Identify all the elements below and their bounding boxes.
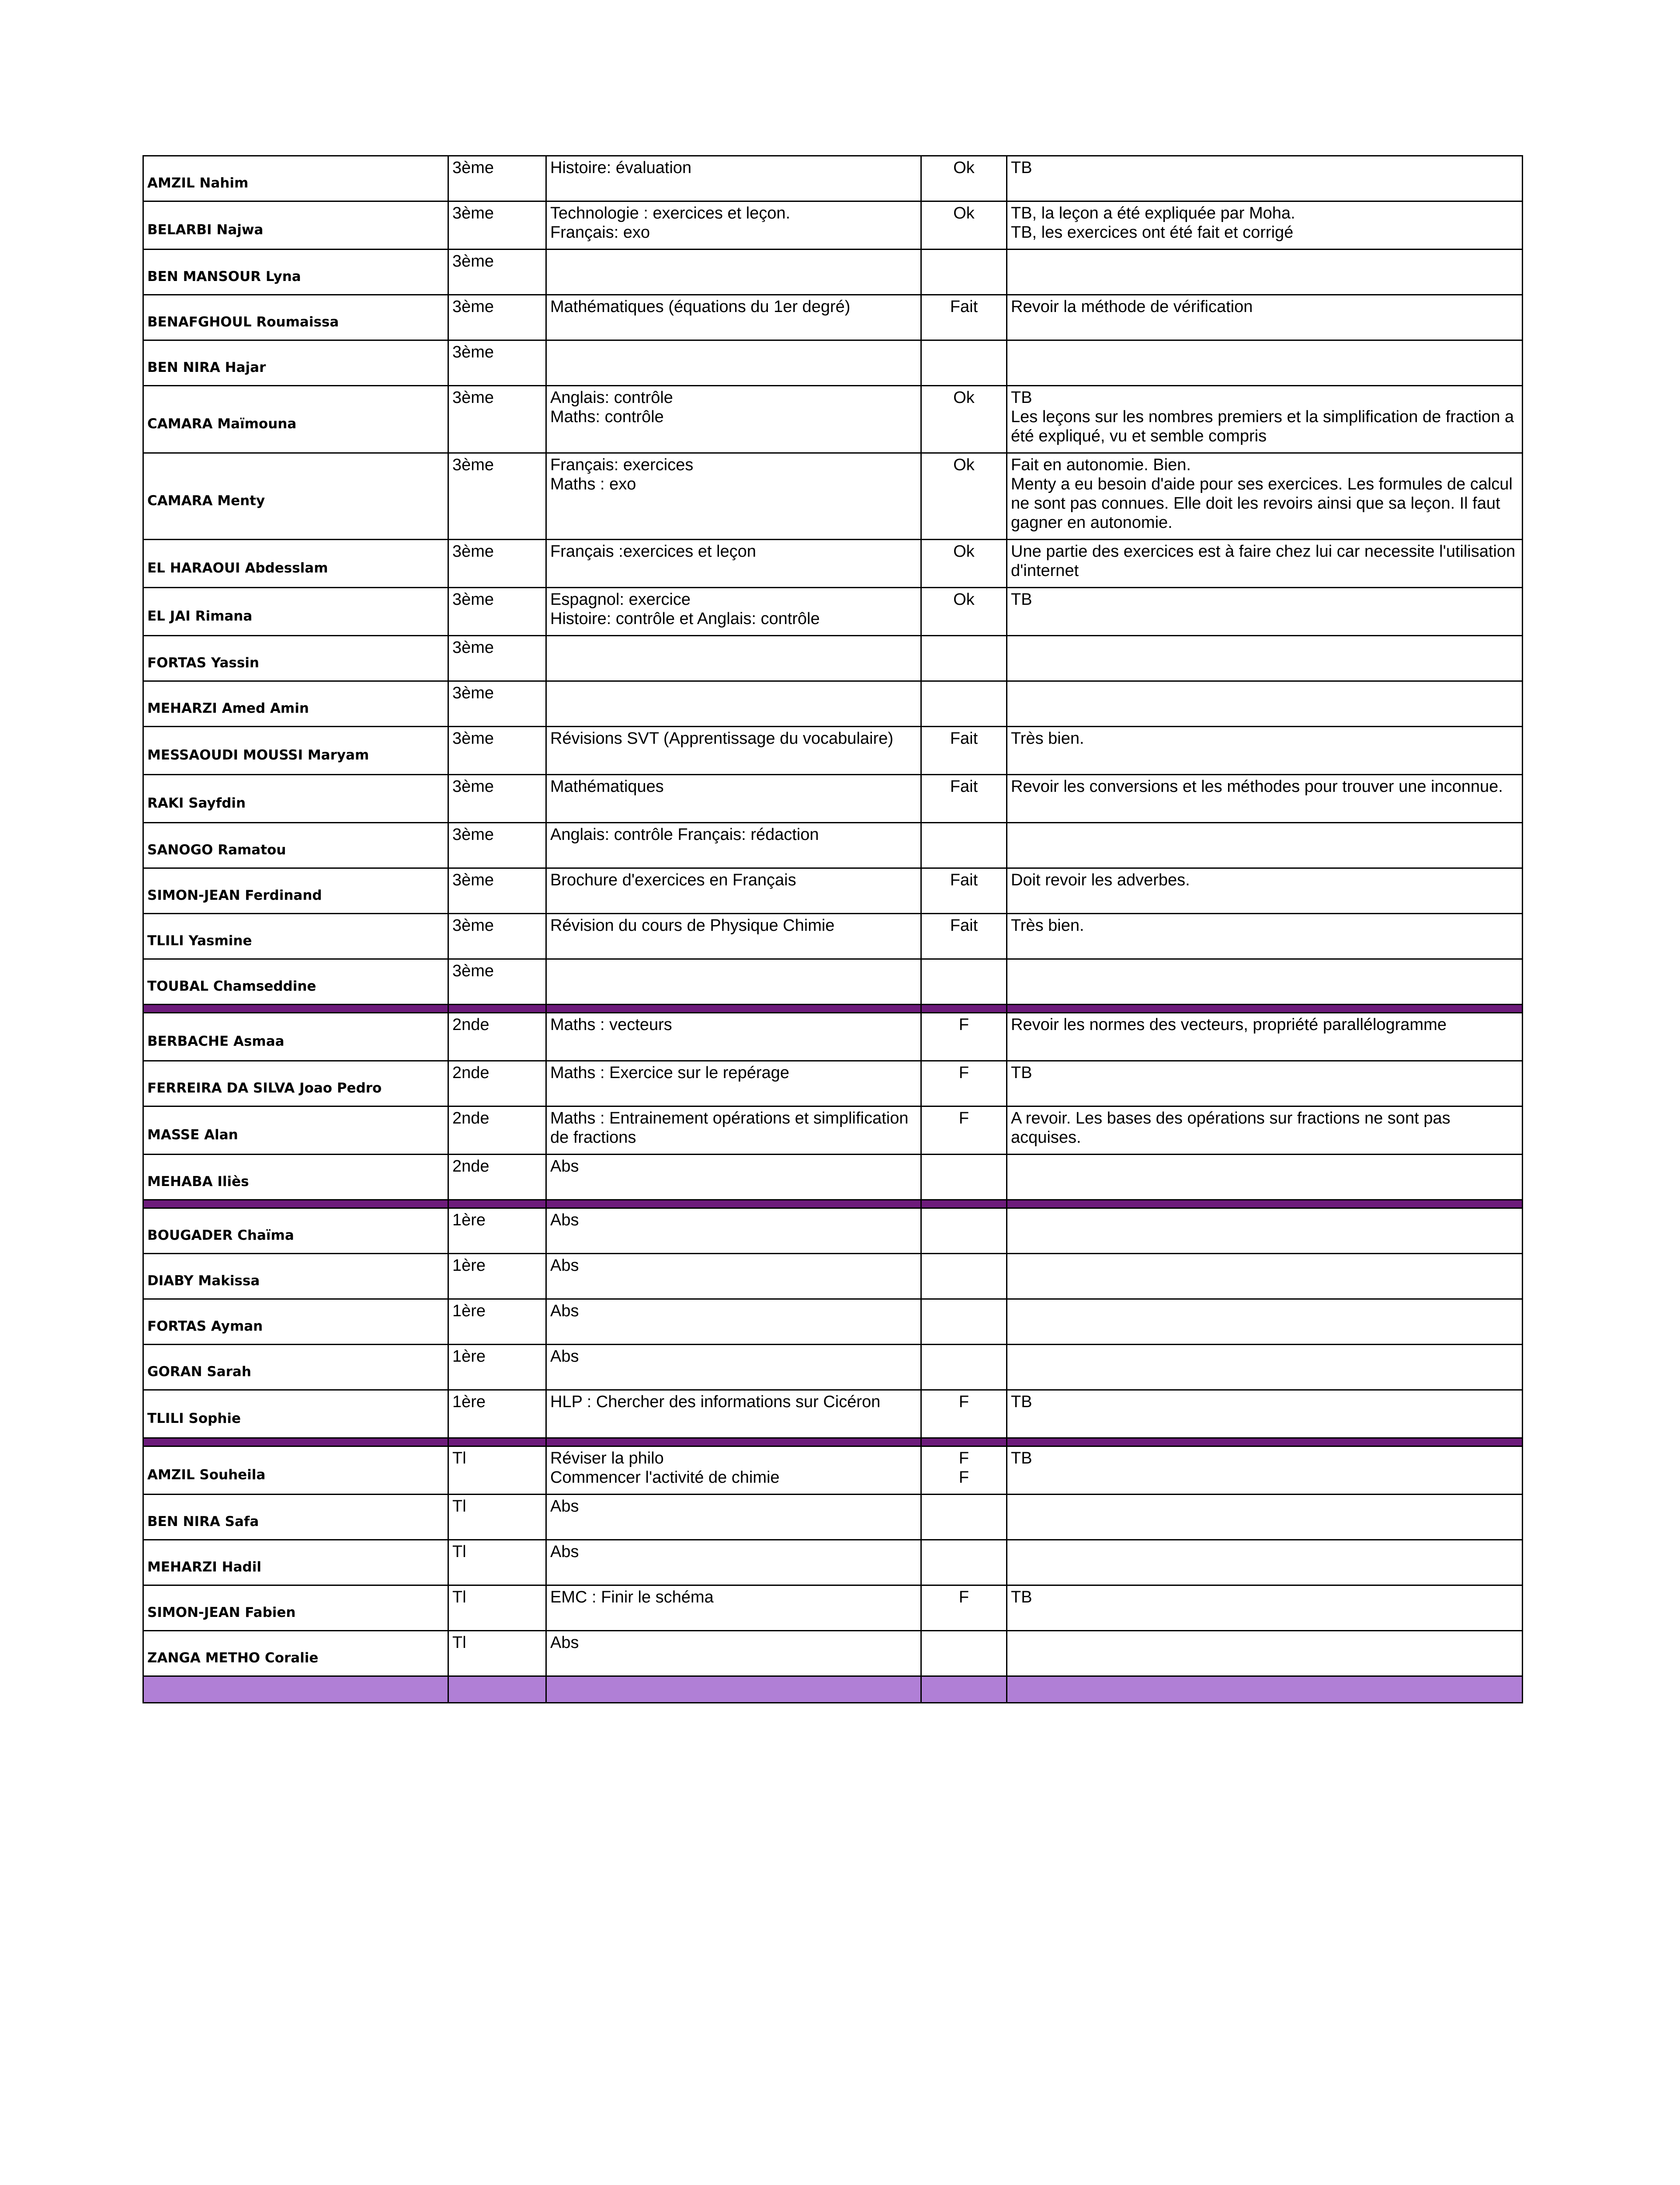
class-level-cell: Tl <box>448 1446 546 1495</box>
status-cell <box>921 1155 1007 1200</box>
work-done-cell: Histoire: évaluation <box>546 156 921 201</box>
comment-cell: Très bien. <box>1007 914 1523 959</box>
status-cell: F <box>921 1390 1007 1438</box>
work-done-cell: Anglais: contrôle Français: rédaction <box>546 823 921 868</box>
section-divider <box>143 1005 1523 1013</box>
table-row <box>143 1345 1523 1390</box>
divider-cell <box>546 1200 921 1208</box>
divider-cell <box>921 1005 1007 1013</box>
class-level-cell: 3ème <box>448 775 546 823</box>
work-done-cell: Maths : vecteurs <box>546 1013 921 1061</box>
status-cell <box>921 681 1007 727</box>
table-row <box>143 1540 1523 1585</box>
student-name-cell: MEHARZI Hadil <box>143 1540 448 1585</box>
comment-cell: TB <box>1007 156 1523 201</box>
divider-cell <box>1007 1438 1523 1446</box>
divider-cell <box>143 1005 448 1013</box>
comment-cell <box>1007 1254 1523 1299</box>
comment-cell <box>1007 959 1523 1005</box>
work-done-cell: Brochure d'exercices en Français <box>546 868 921 914</box>
table-row <box>143 823 1523 868</box>
class-level-cell: 2nde <box>448 1013 546 1061</box>
status-cell <box>921 340 1007 386</box>
table-row <box>143 681 1523 727</box>
student-name-cell: SANOGO Ramatou <box>143 823 448 868</box>
student-name-cell: ZANGA METHO Coralie <box>143 1631 448 1676</box>
comment-cell <box>1007 681 1523 727</box>
student-name-cell: GORAN Sarah <box>143 1345 448 1390</box>
status-cell: F <box>921 1061 1007 1106</box>
class-level-cell: 3ème <box>448 201 546 250</box>
table-row <box>143 453 1523 540</box>
status-cell: Ok <box>921 540 1007 588</box>
comment-cell <box>1007 250 1523 295</box>
table-row <box>143 1390 1523 1438</box>
table-row <box>143 250 1523 295</box>
student-name-cell: DIABY Makissa <box>143 1254 448 1299</box>
student-name-cell: TOUBAL Chamseddine <box>143 959 448 1005</box>
work-done-cell: Anglais: contrôle Maths: contrôle <box>546 386 921 453</box>
table-row <box>143 1208 1523 1254</box>
student-name-cell: RAKI Sayfdin <box>143 775 448 823</box>
work-done-cell: Abs <box>546 1495 921 1540</box>
comment-cell: Revoir les conversions et les méthodes pour trouver une inconnue. <box>1007 775 1523 823</box>
student-name-cell: AMZIL Souheila <box>143 1446 448 1495</box>
table-row <box>143 1299 1523 1345</box>
table-row <box>143 1061 1523 1106</box>
class-level-cell: 1ère <box>448 1208 546 1254</box>
work-done-cell <box>546 250 921 295</box>
divider-cell <box>448 1676 546 1703</box>
divider-cell <box>448 1438 546 1446</box>
status-cell <box>921 1495 1007 1540</box>
student-name-cell: BEN NIRA Hajar <box>143 340 448 386</box>
work-done-cell <box>546 959 921 1005</box>
divider-cell <box>921 1676 1007 1703</box>
student-name-cell: TLILI Sophie <box>143 1390 448 1438</box>
work-done-cell: Maths : Entrainement opérations et simplification de fractions <box>546 1106 921 1155</box>
work-done-cell: Réviser la philo Commencer l'activité de chimie <box>546 1446 921 1495</box>
divider-cell <box>448 1005 546 1013</box>
comment-cell: Doit revoir les adverbes. <box>1007 868 1523 914</box>
student-name-cell: BEN NIRA Safa <box>143 1495 448 1540</box>
class-level-cell: 3ème <box>448 295 546 340</box>
class-level-cell: 3ème <box>448 588 546 636</box>
divider-cell <box>1007 1005 1523 1013</box>
status-cell: F <box>921 1585 1007 1631</box>
work-done-cell: Espagnol: exercice Histoire: contrôle et Anglais: contrôle <box>546 588 921 636</box>
section-divider <box>143 1200 1523 1208</box>
status-cell: Ok <box>921 453 1007 540</box>
student-name-cell: MESSAOUDI MOUSSI Maryam <box>143 727 448 775</box>
class-level-cell: 3ème <box>448 681 546 727</box>
table-row <box>143 201 1523 250</box>
status-cell: F <box>921 1106 1007 1155</box>
divider-cell <box>546 1005 921 1013</box>
student-name-cell: MASSE Alan <box>143 1106 448 1155</box>
status-cell: Ok <box>921 386 1007 453</box>
comment-cell: TB, la leçon a été expliquée par Moha. TB, les exercices ont été fait et corrigé <box>1007 201 1523 250</box>
comment-cell <box>1007 1345 1523 1390</box>
table-row <box>143 1254 1523 1299</box>
status-cell: Fait <box>921 914 1007 959</box>
comment-cell <box>1007 1299 1523 1345</box>
table-row <box>143 295 1523 340</box>
work-done-cell: Maths : Exercice sur le repérage <box>546 1061 921 1106</box>
table-row <box>143 775 1523 823</box>
student-name-cell: SIMON-JEAN Fabien <box>143 1585 448 1631</box>
class-level-cell: 1ère <box>448 1390 546 1438</box>
class-level-cell: 1ère <box>448 1299 546 1345</box>
table-footer-band <box>143 1676 1523 1703</box>
comment-cell <box>1007 1208 1523 1254</box>
divider-cell <box>448 1200 546 1208</box>
status-cell <box>921 1540 1007 1585</box>
status-cell: Fait <box>921 775 1007 823</box>
class-level-cell: 2nde <box>448 1061 546 1106</box>
work-done-cell: Abs <box>546 1631 921 1676</box>
student-name-cell: SIMON-JEAN Ferdinand <box>143 868 448 914</box>
comment-cell: TB <box>1007 1585 1523 1631</box>
table-row <box>143 868 1523 914</box>
status-cell: Fait <box>921 295 1007 340</box>
table-row <box>143 1585 1523 1631</box>
student-name-cell: AMZIL Nahim <box>143 156 448 201</box>
status-cell <box>921 823 1007 868</box>
comment-cell: TB Les leçons sur les nombres premiers et la simplification de fraction a été expliqué, vu et semble compris <box>1007 386 1523 453</box>
class-level-cell: Tl <box>448 1585 546 1631</box>
divider-cell <box>143 1676 448 1703</box>
status-cell <box>921 1631 1007 1676</box>
student-name-cell: CAMARA Menty <box>143 453 448 540</box>
class-level-cell: 3ème <box>448 386 546 453</box>
divider-cell <box>143 1438 448 1446</box>
class-level-cell: 2nde <box>448 1106 546 1155</box>
comment-cell <box>1007 823 1523 868</box>
student-name-cell: BELARBI Najwa <box>143 201 448 250</box>
status-cell <box>921 1208 1007 1254</box>
student-name-cell: BERBACHE Asmaa <box>143 1013 448 1061</box>
divider-cell <box>921 1200 1007 1208</box>
table-row <box>143 1446 1523 1495</box>
work-done-cell: Abs <box>546 1540 921 1585</box>
divider-cell <box>546 1438 921 1446</box>
comment-cell <box>1007 340 1523 386</box>
class-level-cell: 3ème <box>448 959 546 1005</box>
status-cell: Ok <box>921 588 1007 636</box>
work-done-cell: Français :exercices et leçon <box>546 540 921 588</box>
table-row <box>143 1106 1523 1155</box>
work-done-cell: Abs <box>546 1155 921 1200</box>
comment-cell: Très bien. <box>1007 727 1523 775</box>
class-level-cell: 1ère <box>448 1345 546 1390</box>
class-level-cell: Tl <box>448 1631 546 1676</box>
work-done-cell: Mathématiques <box>546 775 921 823</box>
work-done-cell: Français: exercices Maths : exo <box>546 453 921 540</box>
student-name-cell: FERREIRA DA SILVA Joao Pedro <box>143 1061 448 1106</box>
status-cell <box>921 1254 1007 1299</box>
status-cell: F <box>921 1013 1007 1061</box>
student-name-cell: FORTAS Yassin <box>143 636 448 681</box>
status-cell <box>921 636 1007 681</box>
class-level-cell: 3ème <box>448 636 546 681</box>
class-level-cell: Tl <box>448 1540 546 1585</box>
status-cell <box>921 959 1007 1005</box>
status-cell: Fait <box>921 727 1007 775</box>
class-level-cell: 3ème <box>448 453 546 540</box>
work-done-cell <box>546 636 921 681</box>
work-done-cell <box>546 340 921 386</box>
table-row <box>143 1155 1523 1200</box>
table-row <box>143 914 1523 959</box>
table-row <box>143 1013 1523 1061</box>
comment-cell: TB <box>1007 588 1523 636</box>
class-level-cell: 3ème <box>448 250 546 295</box>
comment-cell: Revoir les normes des vecteurs, propriété parallélogramme <box>1007 1013 1523 1061</box>
table-row <box>143 156 1523 201</box>
work-done-cell: Révisions SVT (Apprentissage du vocabulaire) <box>546 727 921 775</box>
work-done-cell: Abs <box>546 1208 921 1254</box>
student-name-cell: MEHARZI Amed Amin <box>143 681 448 727</box>
divider-cell <box>1007 1200 1523 1208</box>
comment-cell: TB <box>1007 1446 1523 1495</box>
comment-cell: TB <box>1007 1390 1523 1438</box>
comment-cell <box>1007 636 1523 681</box>
class-level-cell: 3ème <box>448 727 546 775</box>
table-row <box>143 636 1523 681</box>
comment-cell: Revoir la méthode de vérification <box>1007 295 1523 340</box>
table-row <box>143 386 1523 453</box>
student-name-cell: CAMARA Maïmouna <box>143 386 448 453</box>
comment-cell <box>1007 1631 1523 1676</box>
divider-cell <box>1007 1676 1523 1703</box>
divider-cell <box>921 1438 1007 1446</box>
status-cell: Ok <box>921 201 1007 250</box>
table-row <box>143 1495 1523 1540</box>
status-cell: Fait <box>921 868 1007 914</box>
work-done-cell: Abs <box>546 1254 921 1299</box>
status-cell: Ok <box>921 156 1007 201</box>
status-cell <box>921 250 1007 295</box>
work-done-cell: Mathématiques (équations du 1er degré) <box>546 295 921 340</box>
work-done-cell: Technologie : exercices et leçon. Français: exo <box>546 201 921 250</box>
work-done-cell <box>546 681 921 727</box>
work-done-cell: Abs <box>546 1345 921 1390</box>
class-level-cell: 3ème <box>448 340 546 386</box>
class-level-cell: 3ème <box>448 823 546 868</box>
status-cell <box>921 1299 1007 1345</box>
work-done-cell: Abs <box>546 1299 921 1345</box>
status-cell: F F <box>921 1446 1007 1495</box>
work-done-cell: Révision du cours de Physique Chimie <box>546 914 921 959</box>
divider-cell <box>143 1200 448 1208</box>
class-level-cell: 3ème <box>448 540 546 588</box>
class-level-cell: Tl <box>448 1495 546 1540</box>
comment-cell: TB <box>1007 1061 1523 1106</box>
work-done-cell: EMC : Finir le schéma <box>546 1585 921 1631</box>
comment-cell <box>1007 1495 1523 1540</box>
student-followup-table <box>142 155 1523 1703</box>
class-level-cell: 3ème <box>448 914 546 959</box>
class-level-cell: 3ème <box>448 156 546 201</box>
comment-cell: Fait en autonomie. Bien. Menty a eu besoin d'aide pour ses exercices. Les formules de calcul ne sont pas connues. Elle doit les revoirs ainsi que sa leçon. Il faut gagner en autonomie. <box>1007 453 1523 540</box>
student-name-cell: TLILI Yasmine <box>143 914 448 959</box>
student-name-cell: FORTAS Ayman <box>143 1299 448 1345</box>
class-level-cell: 1ère <box>448 1254 546 1299</box>
class-level-cell: 3ème <box>448 868 546 914</box>
student-name-cell: EL HARAOUI Abdesslam <box>143 540 448 588</box>
student-name-cell: EL JAI Rimana <box>143 588 448 636</box>
class-level-cell: 2nde <box>448 1155 546 1200</box>
table-row <box>143 588 1523 636</box>
status-cell <box>921 1345 1007 1390</box>
comment-cell: A revoir. Les bases des opérations sur fractions ne sont pas acquises. <box>1007 1106 1523 1155</box>
divider-cell <box>546 1676 921 1703</box>
student-name-cell: BENAFGHOUL Roumaissa <box>143 295 448 340</box>
comment-cell: Une partie des exercices est à faire chez lui car necessite l'utilisation d'internet <box>1007 540 1523 588</box>
work-done-cell: HLP : Chercher des informations sur Cicéron <box>546 1390 921 1438</box>
table-row <box>143 540 1523 588</box>
student-name-cell: BOUGADER Chaïma <box>143 1208 448 1254</box>
table-row <box>143 959 1523 1005</box>
table-row <box>143 340 1523 386</box>
student-name-cell: MEHABA Iliès <box>143 1155 448 1200</box>
table-row <box>143 1631 1523 1676</box>
comment-cell <box>1007 1155 1523 1200</box>
student-name-cell: BEN MANSOUR Lyna <box>143 250 448 295</box>
table-row <box>143 727 1523 775</box>
section-divider <box>143 1438 1523 1446</box>
comment-cell <box>1007 1540 1523 1585</box>
